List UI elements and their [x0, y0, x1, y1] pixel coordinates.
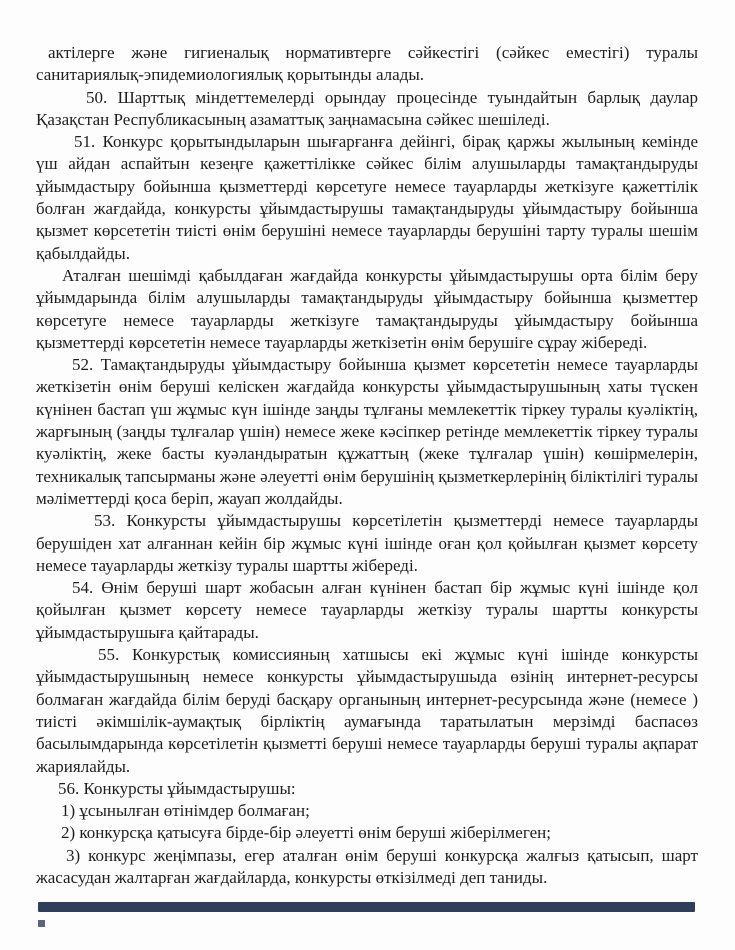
- paragraph-56-item-3: 3) конкурс жеңімпазы, егер аталған өнім беруші конкурсқа жалғыз қатысып, шарт жасасудан жалтарған жағдайларда, конкурсты өткізілмеді деп таниды.: [36, 845, 698, 887]
- scan-artifact-dot: [38, 920, 45, 927]
- paragraph-56: 56. Конкурсты ұйымдастырушы:: [58, 778, 296, 798]
- paragraph-52: 52. Тамақтандыруды ұйымдастыру бойынша қызмет көрсететін немесе тауарларды жеткізетін өнім беруші келіскен жағдайда конкурсты ұйымдастырушының хаты түскен күнінен бастап үш жұмыс күн ішінде заңды тұлғаны мемлекеттік тіркеу туралы куәліктің, жарғының (заңды тұлғалар үшін) немесе жеке кәсіпкер ретінде мемлекеттік тіркеу туралы куәліктің, жеке басты куәландыратын құжаттың (жеке тұлғалар үшін) көшірмелерін, техникалық тапсырманы және әлеуетті өнім берушінің қызметкерлерінің біліктілігі туралы мәліметтерді қоса беріп, жауап жолдайды.: [36, 355, 698, 508]
- paragraph-55: 55. Конкурстық комиссияның хатшысы екі жұмыс күні ішінде конкурсты ұйымдастырушының немесе конкурсты ұйымдастырушыда өзінің интернет-ресурсы болмаған жағдайда білім беруді басқару органының интернет-ресурсында және (немесе ) тиісті әкімшілік-аумақтық бірліктің аумағында таратылатын мерзімді баспасөз басылымдарында көрсетілетін қызметті беруші немесе тауарларды беруші туралы ақпарат жариялайды.: [36, 645, 698, 776]
- paragraph-continuation: актілерге және гигиеналық нормативтерге сәйкестігі (сәйкес еместігі) туралы санитариялық-эпидемиологиялық қорытынды алады.: [36, 43, 698, 85]
- paragraph-51: 51. Конкурс қорытындыларын шығарғанға дейінгі, бірақ қаржы жылының кемінде үш айдан аспайтын кезеңге қажеттілікке сәйкес білім алушыларды тамақтандыруды ұйымдастыру бойынша қызметтерді көрсетуге немесе тауарларды жеткізуге қажеттілік болған жағдайда, конкурсты ұйымдастырушы тамақтандыруды ұйымдастыру бойынша қызмет көрсететін тиісті өнім берушіні немесе тауарларды берушіні тарту туралы шешім қабылдайды.: [36, 132, 698, 263]
- paragraph-56-item-1: 1) ұсынылған өтінімдер болмаған;: [61, 801, 310, 821]
- paragraph-51-subparagraph: Аталған шешімді қабылдаған жағдайда конкурсты ұйымдастырушы орта білім беру ұйымдарында білім алушыларды тамақтандыруды ұйымдастыру бойынша қызметтер көрсетуге немесе тауарларды жеткізуге тамақтандыруды ұйымдастыру бойынша қызметтерді көрсететін немесе тауарларды жеткізетін өнім берушіге сұрау жібереді.: [36, 265, 698, 352]
- paragraph-50: 50. Шарттық міндеттемелерді орындау процесінде туындайтын барлық даулар Қазақстан Республикасының азаматтық заңнамасына сәйкес шешіледі.: [36, 87, 698, 129]
- paragraph-53: 53. Конкурсты ұйымдастырушы көрсетілетін қызметтерді немесе тауарларды берушіден хат алғаннан кейін бір жұмыс күні ішінде оған қол қойылған қызмет көрсету немесе тауарларды жеткізу туралы шартты жібереді.: [36, 511, 698, 575]
- scan-artifact-bar: [38, 902, 695, 912]
- paragraph-56-item-2: 2) конкурсқа қатысуға бірде-бір әлеуетті өнім беруші жіберілмеген;: [61, 823, 551, 843]
- paragraph-54: 54. Өнім беруші шарт жобасын алған күнінен бастап бір жұмыс күні ішінде қол қойылған қызмет көрсету немесе тауарларды жеткізу туралы шартты конкурсты ұйымдастырушыға қайтарады.: [36, 578, 698, 642]
- document-text: [36, 42, 698, 889]
